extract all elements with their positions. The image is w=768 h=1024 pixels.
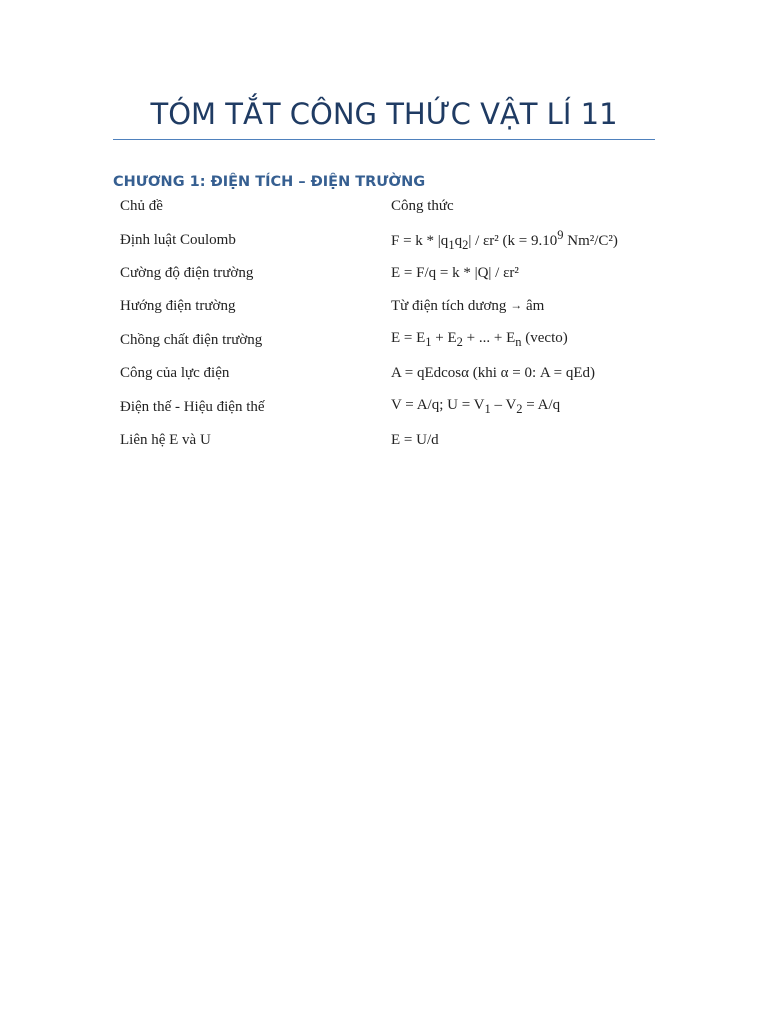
table-row [113, 424, 655, 457]
formula-subscript: 1 [448, 237, 455, 252]
table-header-row [113, 190, 655, 223]
formula-subscript: 2 [456, 335, 463, 350]
chapter-1-heading: CHƯƠNG 1: ĐIỆN TÍCH – ĐIỆN TRƯỜNG [113, 174, 426, 190]
formula-subscript: 2 [462, 237, 469, 252]
formula-text: E = E [391, 330, 426, 347]
row-formula: E = F/q = k * |Q| / εr² [391, 264, 519, 281]
table-row [113, 390, 655, 423]
row-topic: Định luật Coulomb [120, 231, 236, 248]
formula-text: V = A/q; U = V [391, 397, 485, 414]
formula-table [113, 190, 655, 457]
header-formula: Công thức [391, 198, 454, 215]
formula-text: Từ điện tích dương [391, 298, 507, 315]
row-formula [384, 330, 655, 350]
table-row [113, 357, 655, 390]
row-topic: Hướng điện trường [120, 298, 236, 315]
row-topic: Điện thế - Hiệu điện thế [120, 398, 265, 415]
row-topic: Chồng chất điện trường [120, 331, 263, 348]
formula-text: âm [525, 298, 545, 315]
formula-text: F = k * |q [391, 232, 449, 249]
formula-subscript: n [515, 335, 522, 350]
table-row [113, 223, 655, 256]
row-topic: Liên hệ E và U [120, 431, 211, 448]
document-title: TÓM TẮT CÔNG THỨC VẬT LÍ 11 [150, 97, 618, 131]
formula-superscript: 9 [557, 227, 564, 242]
row-formula [384, 228, 655, 253]
table-row [113, 257, 655, 290]
formula-text: = A/q [522, 397, 561, 414]
title-divider [113, 139, 655, 140]
formula-text: + ... + E [462, 330, 516, 347]
row-topic: Công của lực điện [120, 365, 230, 382]
formula-text: – V [490, 397, 517, 414]
right-arrow-icon: → [510, 298, 523, 313]
header-topic: Chủ đề [120, 198, 163, 215]
formula-text: | / εr² (k = 9.10 [468, 232, 558, 249]
table-row [113, 324, 655, 357]
formula-text: (vecto) [521, 330, 568, 347]
formula-text: q [454, 232, 463, 249]
formula-text: + E [431, 330, 457, 347]
row-formula: A = qEdcosα (khi α = 0: A = qEd) [391, 365, 596, 382]
row-formula [384, 397, 655, 417]
table-row [113, 290, 655, 323]
row-topic: Cường độ điện trường [120, 264, 254, 281]
row-formula [384, 298, 655, 315]
formula-text: Nm²/C²) [563, 232, 618, 249]
formula-subscript: 1 [484, 402, 491, 417]
formula-subscript: 2 [516, 402, 523, 417]
formula-subscript: 1 [425, 335, 432, 350]
row-formula: E = U/d [391, 431, 439, 448]
